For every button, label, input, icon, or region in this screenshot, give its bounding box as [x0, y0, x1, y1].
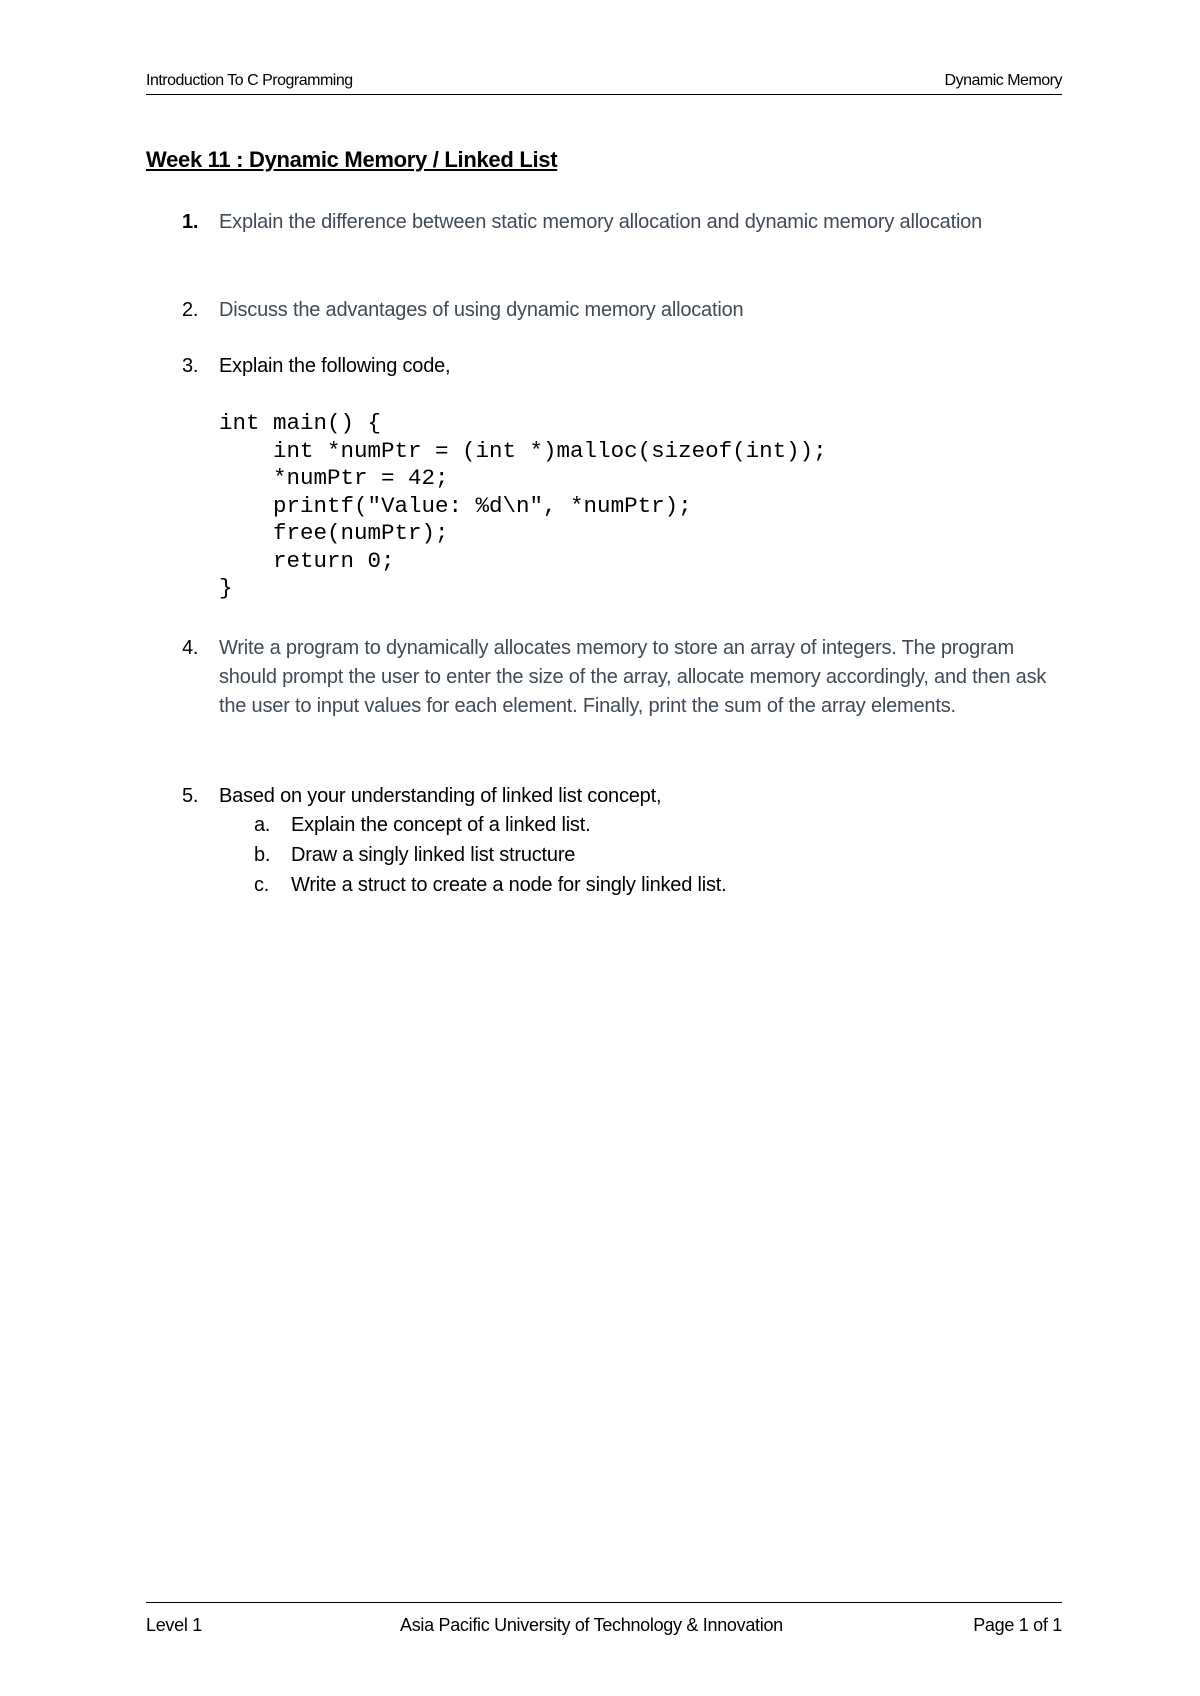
- subitem-letter: a.: [254, 814, 271, 836]
- subitem-b: [146, 841, 575, 870]
- footer-institution: Asia Pacific University of Technology & Innovation: [400, 1615, 783, 1635]
- page-header: [146, 72, 1062, 95]
- subitem-letter: b.: [254, 844, 271, 866]
- header-course-title: Introduction To C Programming: [146, 72, 353, 89]
- question-number: 4.: [182, 637, 199, 659]
- page-title: Week 11 : Dynamic Memory / Linked List: [146, 147, 558, 172]
- question-5: [146, 782, 1066, 811]
- footer-level: Level 1: [146, 1615, 202, 1635]
- question-text: Write a program to dynamically allocates memory to store an array of integers. The program should prompt the user to enter the size of the array, allocate memory accordingly, and then ask the user to input values for each element. Finally, print the sum of the array elements.: [219, 637, 1047, 717]
- question-number: 5.: [182, 785, 199, 807]
- subitem-text: Draw a singly linked list structure: [291, 844, 576, 866]
- footer-page-number: Page 1 of 1: [973, 1615, 1062, 1635]
- question-number: 1.: [182, 211, 199, 233]
- page-footer: [146, 1602, 1062, 1643]
- header-topic: Dynamic Memory: [944, 72, 1062, 89]
- question-2: [146, 296, 1066, 325]
- code-block: int main() { int *numPtr = (int *)malloc(sizeof(int)); *numPtr = 42; printf("Value: %d\n", *numPtr); free(numPtr); return 0; }: [219, 410, 827, 601]
- subitem-a: [146, 811, 590, 840]
- subitem-letter: c.: [254, 874, 270, 896]
- question-3: [146, 352, 1066, 381]
- question-number: 2.: [182, 299, 199, 321]
- question-number: 3.: [182, 355, 199, 377]
- question-text: Explain the difference between static memory allocation and dynamic memory allocation: [219, 211, 983, 233]
- question-4: [146, 634, 1066, 721]
- question-text: Based on your understanding of linked list concept,: [219, 785, 662, 807]
- subitem-text: Write a struct to create a node for singly linked list.: [291, 874, 727, 896]
- subitem-text: Explain the concept of a linked list.: [291, 814, 591, 836]
- question-1: [146, 208, 1066, 237]
- subitem-c: [146, 871, 727, 900]
- question-text: Explain the following code,: [219, 355, 451, 377]
- question-text: Discuss the advantages of using dynamic memory allocation: [219, 299, 744, 321]
